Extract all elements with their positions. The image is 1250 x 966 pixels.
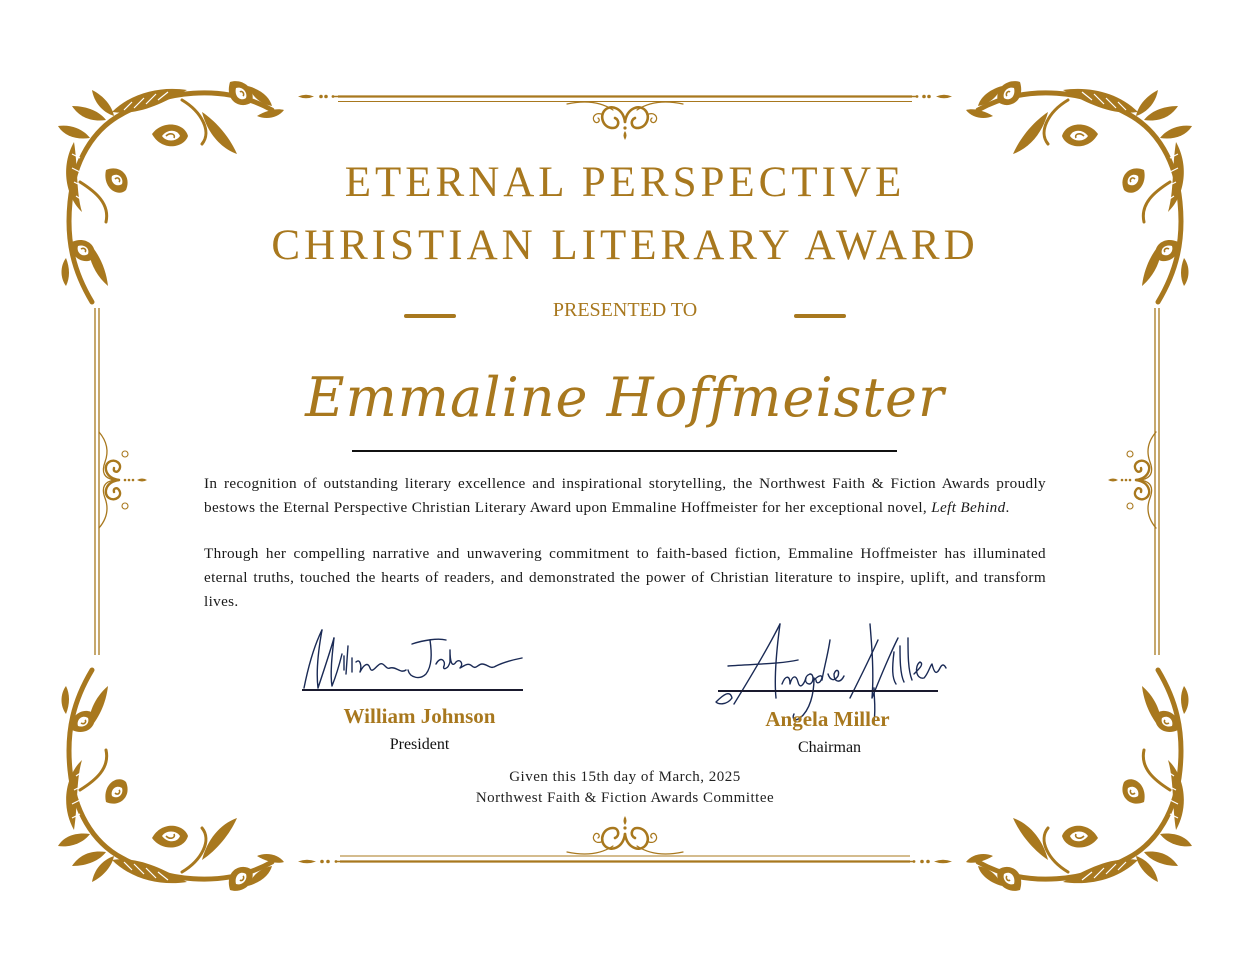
presented-to-label: PRESENTED TO xyxy=(552,299,698,321)
award-date: Given this 15th day of March, 2025 xyxy=(509,769,741,785)
president-title: President xyxy=(389,736,450,753)
president-signature-line xyxy=(302,689,523,691)
award-title-line-2: CHRISTIAN LITERARY AWARD xyxy=(271,222,979,269)
citation-paragraph-1 xyxy=(204,472,1046,520)
citation-paragraph-2: Through her compelling narrative and unwavering commitment to faith-based fiction, Emmaline Hoffmeister has illuminated eternal truths, touched the hearts of readers, and demonstrated the power of Christian literature to inspire, uplift, and transform lives. xyxy=(204,545,1046,610)
recipient-name: Emmaline Hoffmeister xyxy=(305,366,945,429)
right-side-flourish-icon xyxy=(1100,432,1160,532)
award-title-line-1: ETERNAL PERSPECTIVE xyxy=(344,159,906,206)
chairman-name: Angela Miller xyxy=(765,707,890,731)
book-title: Left Behind xyxy=(931,499,1006,516)
citation-text: In recognition of outstanding literary excellence and inspirational storytelling, the Northwest Faith & Fiction Awards proudly bestows the Eternal Perspective Christian Literary Award upon Emmaline Hoffmeister for her exceptional novel, xyxy=(204,475,1046,516)
bottom-scroll-flourish-icon xyxy=(565,814,685,864)
awarding-committee: Northwest Faith & Fiction Awards Committee xyxy=(475,790,775,806)
president-name: William Johnson xyxy=(343,704,496,728)
chairman-signature-line xyxy=(718,690,938,692)
recipient-underline xyxy=(352,450,897,452)
right-dash-decoration xyxy=(794,314,846,318)
left-side-flourish-icon xyxy=(95,432,155,532)
chairman-title: Chairman xyxy=(797,739,862,756)
william-johnson-signature-icon xyxy=(300,622,530,692)
citation-period: . xyxy=(1005,499,1010,516)
